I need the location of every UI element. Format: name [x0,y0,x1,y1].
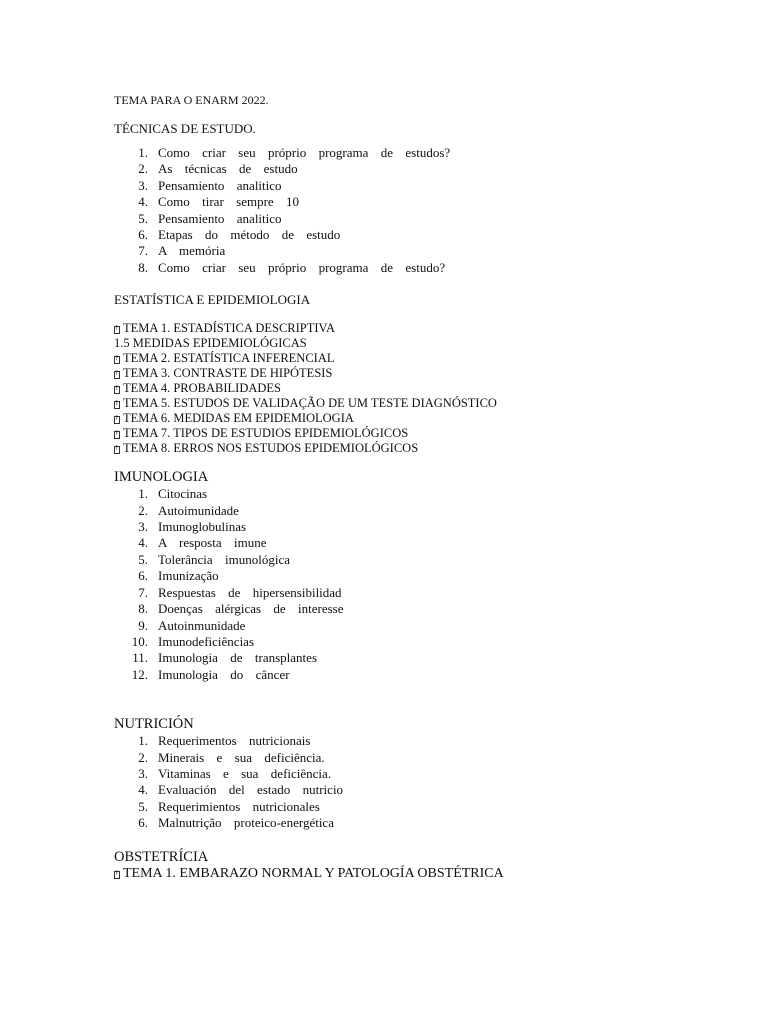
topic-item-text: TEMA 1. ESTADÍSTICA DESCRIPTIVA [123,321,335,336]
unknown-glyph-icon [114,401,120,409]
list-item-number: 8. [138,259,148,275]
topic-item [114,366,714,381]
list-item-text: Vitaminas e sua deficiência. [158,765,332,781]
list-item-number: 5. [138,798,148,814]
topic-item-text: TEMA 6. MEDIDAS EM EPIDEMIOLOGIA [123,411,354,426]
list-item-number: 5. [138,210,148,226]
topic-item [114,441,714,456]
list-imunologia [114,486,714,683]
list-item [114,503,714,519]
list-item-number: 1. [138,145,148,160]
list-item [114,667,714,683]
list-item-text: As técnicas de estudo [158,161,298,177]
list-item-text: Minerais e sua deficiência. [158,749,325,765]
list-item [114,766,714,782]
topic-item [114,321,714,336]
list-item [114,194,714,210]
topic-item [114,426,714,441]
list-item-number: 4. [138,194,148,210]
unknown-glyph-icon [114,356,120,364]
list-item-text: Imunoglobulinas [158,519,247,535]
list-nutricion [114,733,714,831]
list-item-text: Autoinmunidade [158,617,246,633]
topic-item-text: TEMA 8. ERROS NOS ESTUDOS EPIDEMIOLÓGICOS [123,441,419,456]
list-item-text: Como tirar sempre 10 [158,194,300,210]
document-title: TEMA PARA O ENARM 2022. [114,93,269,107]
list-item [114,145,714,161]
list-item [114,601,714,617]
list-item [114,782,714,798]
list-item-number: 5. [138,551,148,567]
list-estatistica [114,321,714,456]
topic-item-text: TEMA 4. PROBABILIDADES [123,381,281,396]
topic-item [114,336,714,351]
list-item-number: 6. [138,227,148,243]
list-item-text: Imunodeficiências [158,633,255,649]
topic-item [114,351,714,366]
topic-item [114,381,714,396]
list-item-text: Requerimentos nutricionais [158,733,311,749]
list-item-text: Como criar seu próprio programa de estudo? [158,259,446,275]
section-heading-nutricion: NUTRICIÓN [114,716,194,733]
list-item [114,178,714,194]
list-item-text: A memória [158,243,226,259]
list-item [114,750,714,766]
list-item [114,486,714,502]
unknown-glyph-icon [114,431,120,439]
list-item-number: 2. [138,161,148,177]
list-item [114,585,714,601]
list-item [114,634,714,650]
list-item-number: 12. [131,666,148,682]
list-item [114,799,714,815]
list-item [114,618,714,634]
list-item-text: Imunologia do câncer [158,666,290,682]
section-heading-tecnicas: TÉCNICAS DE ESTUDO. [114,121,256,136]
list-item-text: Etapas do método de estudo [158,227,341,243]
list-item-number: 6. [138,568,148,584]
list-item [114,161,714,177]
list-item-text: Autoimunidade [158,502,239,518]
list-item [114,227,714,243]
list-item-number: 3. [138,519,148,535]
unknown-glyph-icon [114,416,120,424]
list-item [114,650,714,666]
list-item [114,733,714,749]
unknown-glyph-icon [114,871,120,879]
list-item-number: 4. [138,782,148,798]
section-heading-estatistica: ESTATÍSTICA E EPIDEMIOLOGIA [114,292,311,308]
list-item [114,552,714,568]
list-item-text: Malnutrição proteico-energética [158,815,334,831]
list-item-text: Respuestas de hipersensibilidad [158,584,342,600]
list-item-number: 4. [138,535,148,551]
topic-item-text: TEMA 5. ESTUDOS DE VALIDAÇÃO DE UM TESTE DIAGNÓSTICO [123,396,497,411]
unknown-glyph-icon [114,371,120,379]
list-item-number: 3. [138,177,148,193]
list-item-number: 3. [138,765,148,781]
unknown-glyph-icon [114,326,120,334]
list-item-text: Pensamiento analitico [158,177,282,193]
topic-item-text: TEMA 3. CONTRASTE DE HIPÓTESIS [123,366,333,381]
list-item-number: 9. [138,617,148,633]
list-item-text: Como criar seu próprio programa de estudos? [158,145,451,160]
list-item-text: Requerimientos nutricionales [158,798,320,814]
topic-item-text: TEMA 7. TIPOS DE ESTUDIOS EPIDEMIOLÓGICOS [123,426,409,441]
topic-item [114,396,714,411]
list-item-number: 11. [132,650,148,666]
list-item [114,568,714,584]
topic-item-text: 1.5 MEDIDAS EPIDEMIOLÓGICAS [114,336,307,351]
list-item-text: Imunologia de transplantes [158,650,317,666]
list-item-number: 1. [138,733,148,749]
list-item [114,519,714,535]
topic-item-text: TEMA 1. EMBARAZO NORMAL Y PATOLOGÍA OBSTÉTRICA [123,865,504,881]
list-item-number: 7. [138,584,148,600]
list-item-text: Doenças alérgicas de interesse [158,601,344,617]
unknown-glyph-icon [114,446,120,454]
section-heading-imunologia: IMUNOLOGIA [114,469,209,486]
list-item [114,815,714,831]
list-item-text: A resposta imune [158,535,267,551]
list-item-number: 7. [138,243,148,259]
list-item [114,211,714,227]
list-item [114,535,714,551]
list-item-number: 2. [138,502,148,518]
list-item-number: 8. [138,601,148,617]
list-item [114,243,714,259]
document-page [114,92,714,882]
list-item-text: Evaluación del estado nutricio [158,782,344,798]
list-item-text: Pensamiento analitico [158,210,282,226]
section-heading-obstetricia: OBSTETRÍCIA [114,848,209,865]
list-item-number: 1. [138,486,148,502]
list-item [114,260,714,276]
unknown-glyph-icon [114,386,120,394]
list-item-number: 2. [138,749,148,765]
list-tecnicas [114,145,714,276]
list-item-number: 10. [131,633,148,649]
topic-item [114,411,714,426]
topic-item [114,866,714,882]
list-item-number: 6. [138,815,148,831]
list-item-text: Citocinas [158,486,208,502]
topic-item-text: TEMA 2. ESTATÍSTICA INFERENCIAL [123,351,335,366]
list-item-text: Tolerância imunológica [158,551,291,567]
list-obstetricia [114,866,714,882]
list-item-text: Imunização [158,568,219,584]
